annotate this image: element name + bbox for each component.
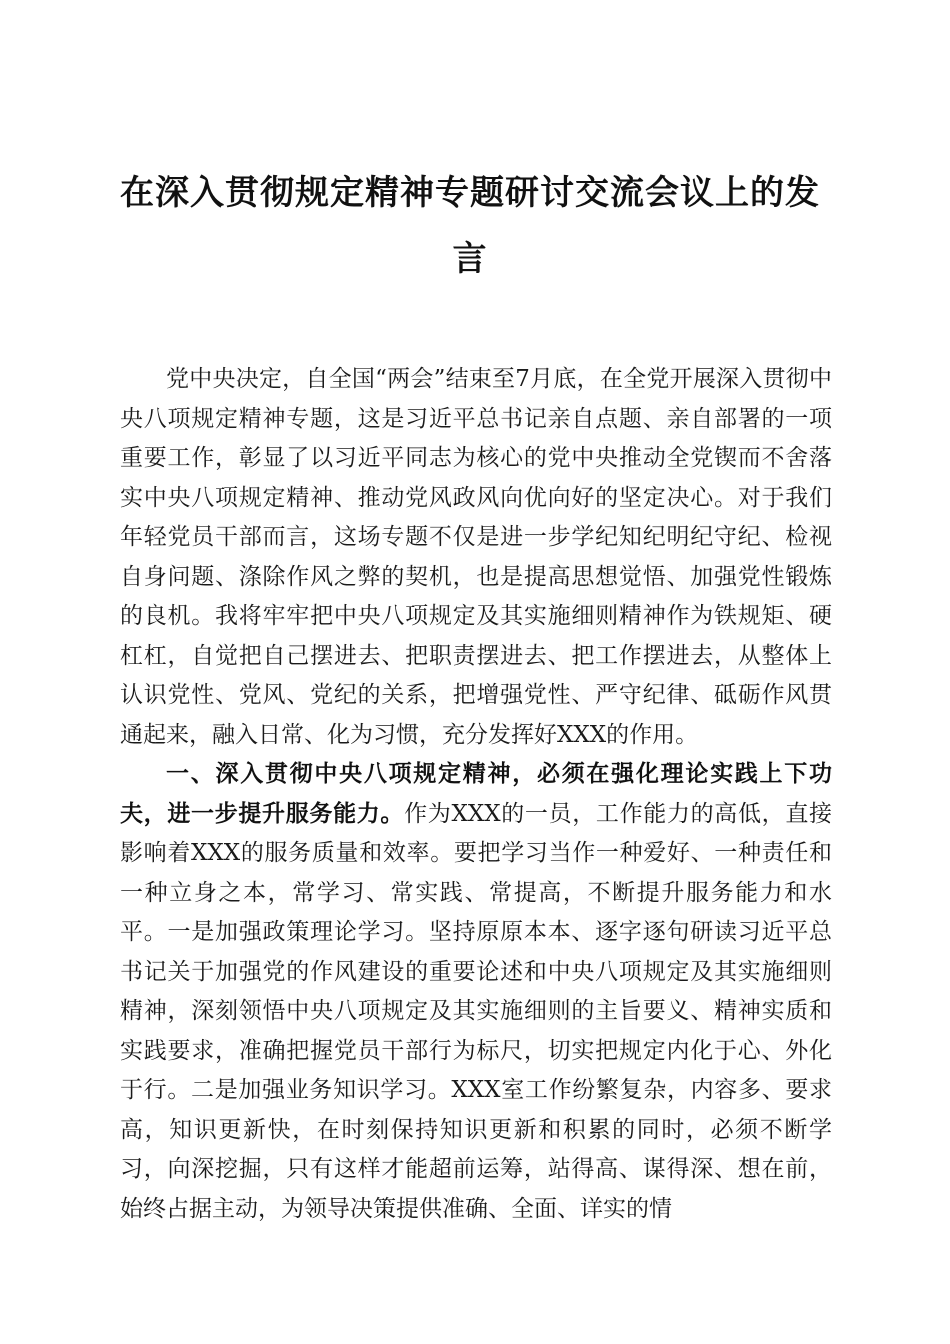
title-line-2: 言 — [452, 239, 488, 279]
document-body — [120, 360, 832, 1229]
section-1-body: 作为XXX的一员，工作能力的高低，直接影响着XXX的服务质量和效率。要把学习当作一种爱好、一种责任和一种立身之本，常学习、常实践、常提高，不断提升服务能力和水平。一是加强政策理论学习。坚持原原本本、逐字逐句研读习近平总书记关于加强党的作风建设的重要论述和中央八项规定及其实施细则精神，深刻领悟中央八项规定及其实施细则的主旨要义、精神实质和实践要求，准确把握党员干部行为标尺，切实把规定内化于心、外化于行。二是加强业务知识学习。XXX室工作纷繁复杂，内容多、要求高，知识更新快，在时刻保持知识更新和积累的同时，必须不断学习，向深挖掘，只有这样才能超前运筹，站得高、谋得深、想在前，始终占据主动，为领导决策提供准确、全面、详实的情 — [120, 800, 833, 1222]
section-1-heading: 一、深入贯彻中央八项规定精神，必须在强化理论实践上下功夫，进一步提升服务能力。 — [120, 761, 832, 827]
paragraph-intro: 党中央决定，自全国“两会”结束至7月底，在全党开展深入贯彻中央八项规定精神专题，这是习近平总书记亲自点题、亲自部署的一项重要工作，彰显了以习近平同志为核心的党中央推动全党锲而不舍落实中央八项规定精神、推动党风政风向优向好的坚定决心。对于我们年轻党员干部而言，这场专题不仅是进一步学纪知纪明纪守纪、检视自身问题、涤除作风之弊的契机，也是提高思想觉悟、加强党性锻炼的良机。我将牢牢把中央八项规定及其实施细则精神作为铁规矩、硬杠杠，自觉把自己摆进去、把职责摆进去、把工作摆进去，从整体上认识党性、党风、党纪的关系，把增强党性、严守纪律、砥砺作风贯通起来，融入日常、化为习惯，充分发挥好XXX的作用。 — [120, 366, 832, 748]
document-title — [100, 160, 840, 292]
title-line-1: 在深入贯彻规定精神专题研讨交流会议上的发 — [120, 173, 820, 213]
paragraph-section-1 — [120, 755, 832, 1229]
